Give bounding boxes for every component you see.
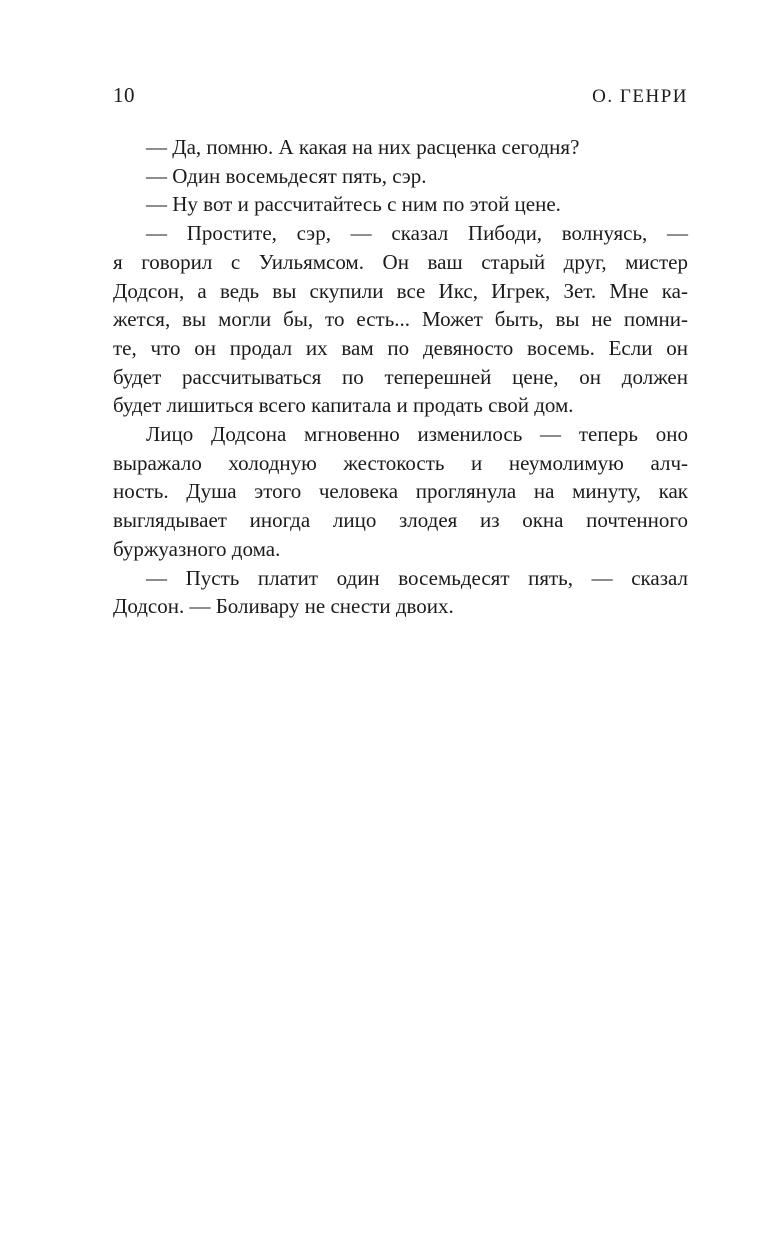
text-line: — Ну вот и рассчитайтесь с ним по этой цене.: [146, 192, 561, 217]
text-line: — Простите, сэр, — сказал Пибоди, волнуясь, —: [146, 221, 688, 246]
text-line: выглядывает иногда лицо злодея из окна почтенного: [113, 508, 688, 533]
text-line: я говорил с Уильямсом. Он ваш старый друг, мистер: [113, 249, 688, 274]
page-header: [113, 84, 688, 108]
text-line: — Один восемьдесят пять, сэр.: [146, 163, 427, 188]
text-line: те, что он продал их вам по девяносто восемь. Если он: [113, 335, 688, 360]
paragraph: [113, 133, 688, 162]
text-line: — Пусть платит один восемьдесят пять, — сказал: [146, 565, 688, 590]
paragraph: [113, 190, 688, 219]
text-line: жется, вы могли бы, то есть... Может быть, вы не помни-: [113, 307, 688, 332]
paragraph: [113, 219, 688, 420]
text-line: — Да, помню. А какая на них расценка сегодня?: [146, 135, 580, 159]
text-line: Додсон. — Боливару не снести двоих.: [113, 594, 454, 619]
text-line: Додсон, а ведь вы скупили все Икс, Игрек, Зет. Мне ка-: [113, 278, 688, 303]
page-number: 10: [113, 83, 135, 107]
text-line: будет рассчитываться по теперешней цене, он должен: [113, 364, 688, 389]
text-line: Лицо Додсона мгновенно изменилось — теперь оно: [146, 422, 688, 447]
text-line: будет лишиться всего капитала и продать свой дом.: [113, 393, 574, 418]
text-line: буржуазного дома.: [113, 536, 281, 561]
text-line: ность. Душа этого человека проглянула на минуту, как: [113, 479, 688, 504]
running-title: О. ГЕНРИ: [592, 86, 688, 107]
paragraph: [113, 420, 688, 564]
paragraph: [113, 162, 688, 191]
text-line: выражало холодную жестокость и неумолимую алч-: [113, 450, 688, 475]
text-block: [113, 133, 688, 621]
paragraph: [113, 564, 688, 621]
